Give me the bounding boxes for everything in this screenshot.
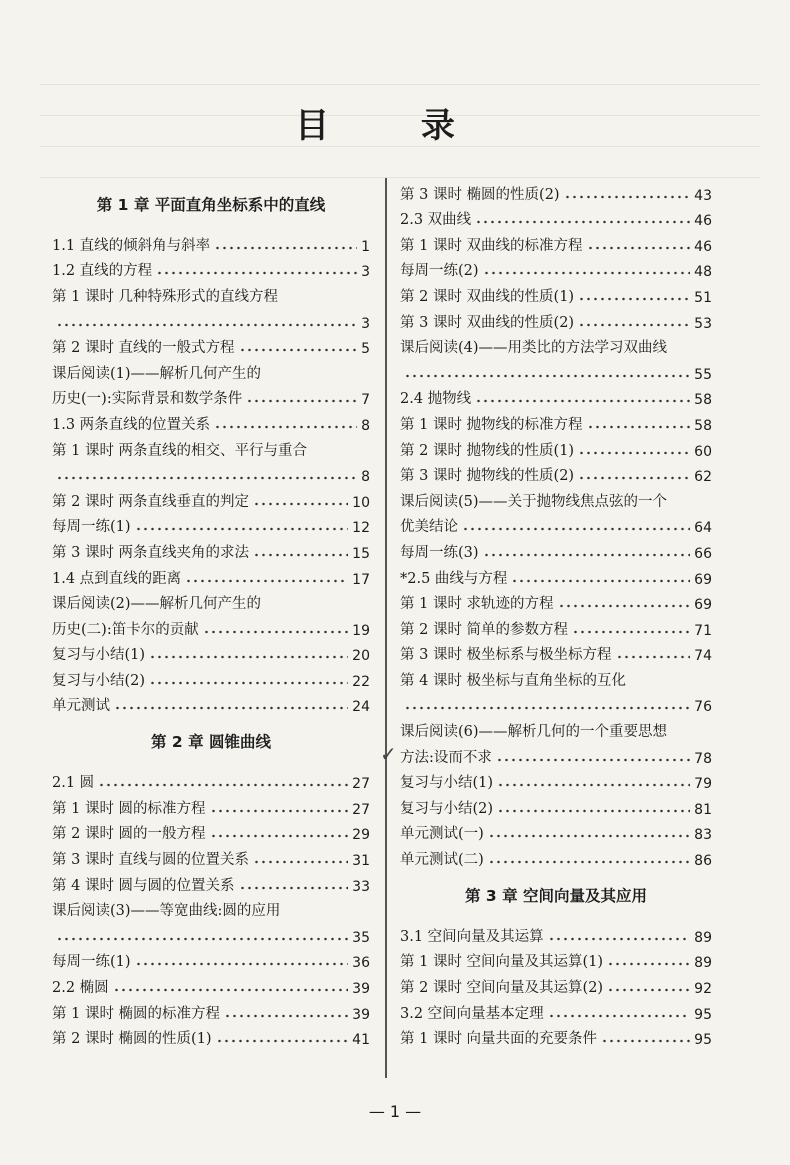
toc-entry-title: 第 2 课时 直线的一般式方程 xyxy=(52,340,235,357)
toc-entry-page: 43 xyxy=(694,187,712,204)
toc-entry-title: 复习与小结(2) xyxy=(52,672,146,689)
toc-entry[interactable] xyxy=(52,997,370,1023)
toc-entry-page: 89 xyxy=(694,955,712,972)
toc-entry-page: 46 xyxy=(694,213,712,230)
toc-entry-page: 71 xyxy=(694,622,712,639)
toc-entry[interactable] xyxy=(52,383,370,409)
toc-entry[interactable] xyxy=(52,511,370,537)
dot-leader xyxy=(497,809,690,813)
toc-entry-title: 第 1 课时 向量共面的充要条件 xyxy=(400,1031,598,1048)
toc-entry[interactable] xyxy=(400,306,712,332)
toc-entry-title: 2.1 圆 xyxy=(52,775,95,792)
dot-leader xyxy=(572,630,690,634)
toc-right-column xyxy=(400,178,712,1048)
toc-entry-title: 历史(一):实际背景和数学条件 xyxy=(52,391,243,408)
toc-entry-page: 22 xyxy=(352,673,370,690)
dot-leader xyxy=(246,399,357,403)
toc-entry-page: 39 xyxy=(352,1006,370,1023)
toc-entry-title: 2.4 抛物线 xyxy=(400,391,472,408)
toc-entry-title: 第 3 课时 直线与圆的位置关系 xyxy=(52,852,250,869)
toc-entry-title: 第 2 课时 两条直线垂直的判定 xyxy=(52,493,250,510)
chapter-heading: 第 2 章 圆锥曲线 xyxy=(151,733,271,752)
toc-entry[interactable] xyxy=(400,639,712,665)
toc-entry-page: 41 xyxy=(352,1032,370,1049)
dot-leader xyxy=(253,553,348,557)
toc-text-line: 课后阅读(5)——关于抛物线焦点弦的一个 xyxy=(400,493,668,510)
toc-text-line: 课后阅读(6)——解析几何的一个重要思想 xyxy=(400,724,668,741)
toc-entry[interactable] xyxy=(400,383,712,409)
dot-leader xyxy=(607,962,690,966)
dot-leader xyxy=(483,553,691,557)
toc-entry-title: 第 2 课时 椭圆的性质(1) xyxy=(52,1031,212,1048)
toc-entry-title: 1.3 两条直线的位置关系 xyxy=(52,416,211,433)
toc-entry-page: 74 xyxy=(694,648,712,665)
toc-entry[interactable] xyxy=(52,460,370,486)
toc-entry-title: 第 2 课时 双曲线的性质(1) xyxy=(400,288,575,305)
page-number: — 1 — xyxy=(368,1102,422,1121)
toc-entry-title: 第 2 课时 抛物线的性质(1) xyxy=(400,442,575,459)
dot-leader xyxy=(511,579,690,583)
chapter-heading: 第 1 章 平面直角坐标系中的直线 xyxy=(96,195,326,214)
dot-leader xyxy=(113,988,349,992)
toc-entry-title: 优美结论 xyxy=(400,519,458,536)
toc-entry-page: 48 xyxy=(694,264,712,281)
dot-leader xyxy=(214,246,357,250)
toc-entry[interactable] xyxy=(400,1023,712,1049)
dot-leader xyxy=(496,758,690,762)
toc-entry[interactable] xyxy=(400,229,712,255)
toc-entry-page: 12 xyxy=(352,520,370,537)
dot-leader xyxy=(149,655,348,659)
toc-entry-page: 8 xyxy=(361,417,370,434)
toc-entry-page: 92 xyxy=(694,981,712,997)
dot-leader xyxy=(587,425,691,429)
toc-entry-page: 36 xyxy=(352,955,370,972)
toc-text-line: 第 1 课时 几种特殊形式的直线方程 xyxy=(52,288,279,305)
dot-leader xyxy=(587,246,691,250)
toc-entry[interactable] xyxy=(52,792,370,818)
dot-leader xyxy=(578,323,690,327)
toc-entry-title: 历史(二):笛卡尔的贡献 xyxy=(52,621,199,638)
toc-entry-page: 78 xyxy=(694,750,712,767)
toc-entry-page: 95 xyxy=(694,1032,712,1049)
toc-entry[interactable] xyxy=(400,971,712,997)
toc-entry-title: 第 3 课时 双曲线的性质(2) xyxy=(400,314,575,331)
toc-entry-title: 第 1 课时 空间向量及其运算(1) xyxy=(400,954,604,971)
toc-entry-page: 24 xyxy=(352,699,370,716)
toc-entry-title: 每周一练(1) xyxy=(52,954,131,971)
dot-leader xyxy=(114,706,348,710)
dot-leader xyxy=(616,655,691,659)
toc-entry-title: 第 1 课时 抛物线的标准方程 xyxy=(400,416,583,433)
toc-entry-title: 第 2 课时 空间向量及其运算(2) xyxy=(400,980,604,996)
toc-entry-page: 7 xyxy=(361,392,370,409)
toc-entry-page: 89 xyxy=(694,929,712,946)
toc-entry[interactable] xyxy=(52,229,370,255)
toc-entry[interactable] xyxy=(400,408,712,434)
toc-entry-page: 10 xyxy=(352,494,370,511)
toc-entry[interactable] xyxy=(400,997,712,1023)
page-title: 目 录 xyxy=(295,106,495,146)
toc-entry-title: 复习与小结(2) xyxy=(400,800,494,817)
toc-entry-page: 69 xyxy=(694,597,712,614)
toc-text-line: 第 1 课时 两条直线的相交、平行与重合 xyxy=(52,442,308,459)
toc-entry[interactable] xyxy=(52,639,370,665)
toc-entry-title: 复习与小结(1) xyxy=(400,775,494,792)
dot-leader xyxy=(548,937,691,941)
toc-entry-page: 62 xyxy=(694,469,712,486)
toc-entry-title: 2.3 双曲线 xyxy=(400,212,472,229)
toc-entry-title: 1.1 直线的倾斜角与斜率 xyxy=(52,237,211,254)
toc-entry[interactable] xyxy=(400,511,712,537)
dot-leader xyxy=(239,348,358,352)
toc-entry-title: 每周一练(2) xyxy=(400,263,479,280)
toc-entry-page: 31 xyxy=(352,853,370,870)
toc-entry[interactable] xyxy=(400,767,712,793)
toc-entry-page: 33 xyxy=(352,878,370,895)
toc-entry-title: 3.1 空间向量及其运算 xyxy=(400,928,544,945)
dot-leader xyxy=(497,783,690,787)
toc-entry[interactable] xyxy=(52,843,370,869)
dot-leader xyxy=(135,527,349,531)
toc-entry-title: 单元测试(二) xyxy=(400,852,484,869)
toc-entry-title: 单元测试 xyxy=(52,698,110,715)
toc-entry-page: 1 xyxy=(361,238,370,255)
toc-text-line: 课后阅读(1)——解析几何产生的 xyxy=(52,365,262,382)
column-divider xyxy=(385,178,387,1078)
toc-entry[interactable] xyxy=(400,920,712,946)
dot-leader xyxy=(483,271,691,275)
toc-entry-page: 3 xyxy=(361,264,370,281)
toc-entry[interactable] xyxy=(52,767,370,793)
toc-entry-title: 第 1 课时 椭圆的标准方程 xyxy=(52,1005,221,1022)
toc-entry[interactable] xyxy=(52,690,370,716)
dot-leader xyxy=(488,834,690,838)
toc-entry[interactable] xyxy=(400,792,712,818)
dot-leader xyxy=(404,374,690,378)
toc-entry-page: 19 xyxy=(352,622,370,639)
toc-entry-title: 1.4 点到直线的距离 xyxy=(52,570,182,587)
dot-leader xyxy=(488,860,690,864)
toc-entry-page: 60 xyxy=(694,443,712,460)
dot-leader xyxy=(98,783,348,787)
toc-entry-page: 76 xyxy=(694,699,712,716)
toc-entry-page: 79 xyxy=(694,776,712,793)
toc-entry-page: 35 xyxy=(352,929,370,946)
dot-leader xyxy=(56,476,357,480)
toc-entry-page: 58 xyxy=(694,417,712,434)
toc-text-line: 第 4 课时 极坐标与直角坐标的互化 xyxy=(400,672,627,689)
toc-entry-page: 86 xyxy=(694,853,712,870)
toc-entry[interactable] xyxy=(400,460,712,486)
dot-leader xyxy=(239,886,349,890)
dot-leader xyxy=(601,1039,690,1043)
toc-entry-page: 95 xyxy=(694,1006,712,1023)
toc-entry[interactable] xyxy=(52,818,370,844)
toc-entry-title: 第 4 课时 圆与圆的位置关系 xyxy=(52,877,235,894)
toc-entry[interactable] xyxy=(400,946,712,972)
toc-entry-title: 每周一练(1) xyxy=(52,519,131,536)
toc-text-line: 课后阅读(3)——等宽曲线:圆的应用 xyxy=(52,903,281,920)
toc-entry-title: 第 3 课时 两条直线夹角的求法 xyxy=(52,544,250,561)
dot-leader xyxy=(56,323,357,327)
toc-entry[interactable] xyxy=(400,741,712,767)
toc-entry[interactable] xyxy=(400,843,712,869)
toc-entry[interactable] xyxy=(52,869,370,895)
toc-entry-title: 每周一练(3) xyxy=(400,544,479,561)
toc-entry[interactable] xyxy=(52,408,370,434)
toc-entry[interactable] xyxy=(400,588,712,614)
toc-entry-page: 83 xyxy=(694,827,712,844)
toc-entry-page: 5 xyxy=(361,341,370,358)
toc-entry-page: 20 xyxy=(352,648,370,665)
toc-entry-page: 17 xyxy=(352,571,370,588)
toc-entry-page: 53 xyxy=(694,315,712,332)
toc-left-column xyxy=(52,178,370,1048)
dot-leader xyxy=(216,1039,349,1043)
toc-entry-title: 第 3 课时 极坐标系与极坐标方程 xyxy=(400,647,612,664)
toc-entry-page: 64 xyxy=(694,520,712,537)
toc-entry[interactable] xyxy=(52,332,370,358)
toc-entry[interactable] xyxy=(400,562,712,588)
dot-leader xyxy=(462,527,690,531)
toc-entry-title: 第 3 课时 椭圆的性质(2) xyxy=(400,186,560,203)
toc-entry[interactable] xyxy=(52,536,370,562)
dot-leader xyxy=(558,604,691,608)
toc-entry[interactable] xyxy=(52,255,370,281)
toc-entry-page: 81 xyxy=(694,801,712,818)
toc-entry-page: 27 xyxy=(352,801,370,818)
dot-leader xyxy=(210,809,349,813)
dot-leader xyxy=(185,579,348,583)
toc-entry-title: *2.5 曲线与方程 xyxy=(400,570,508,587)
toc-entry[interactable] xyxy=(400,178,712,204)
pen-mark: ✓ xyxy=(380,742,397,766)
dot-leader xyxy=(253,502,348,506)
dot-leader xyxy=(156,271,357,275)
dot-leader xyxy=(224,1014,348,1018)
dot-leader xyxy=(135,962,349,966)
toc-entry-title: 第 2 课时 简单的参数方程 xyxy=(400,621,569,638)
toc-entry-page: 15 xyxy=(352,545,370,562)
toc-entry-page: 39 xyxy=(352,981,370,997)
toc-entry[interactable] xyxy=(400,280,712,306)
toc-entry-page: 46 xyxy=(694,238,712,255)
toc-entry[interactable] xyxy=(400,536,712,562)
toc-entry[interactable] xyxy=(400,255,712,281)
toc-entry[interactable] xyxy=(52,971,370,997)
toc-entry-title: 第 2 课时 圆的一般方程 xyxy=(52,826,206,843)
toc-entry[interactable] xyxy=(52,1023,370,1049)
toc-entry-title: 第 1 课时 双曲线的标准方程 xyxy=(400,237,583,254)
dot-leader xyxy=(548,1014,691,1018)
toc-entry[interactable] xyxy=(52,306,370,332)
toc-entry-page: 51 xyxy=(694,289,712,306)
toc-entry-page: 8 xyxy=(361,469,370,486)
toc-entry-title: 第 1 课时 求轨迹的方程 xyxy=(400,596,554,613)
toc-entry[interactable] xyxy=(52,920,370,946)
toc-entry-title: 第 3 课时 抛物线的性质(2) xyxy=(400,468,575,485)
toc-entry[interactable] xyxy=(400,357,712,383)
dot-leader xyxy=(578,297,690,301)
toc-entry-title: 3.2 空间向量基本定理 xyxy=(400,1005,544,1022)
toc-entry-page: 69 xyxy=(694,571,712,588)
toc-entry-page: 27 xyxy=(352,776,370,793)
toc-entry-page: 58 xyxy=(694,392,712,409)
toc-entry-title: 2.2 椭圆 xyxy=(52,980,109,996)
dot-leader xyxy=(253,860,348,864)
toc-entry[interactable] xyxy=(400,818,712,844)
toc-entry-title: 复习与小结(1) xyxy=(52,647,146,664)
dot-leader xyxy=(578,476,690,480)
toc-entry[interactable] xyxy=(400,613,712,639)
dot-leader xyxy=(475,399,690,403)
toc-entry[interactable] xyxy=(400,690,712,716)
toc-entry[interactable] xyxy=(52,485,370,511)
toc-entry-page: 29 xyxy=(352,827,370,844)
toc-entry-title: 1.2 直线的方程 xyxy=(52,263,153,280)
dot-leader xyxy=(149,681,348,685)
toc-entry-page: 55 xyxy=(694,366,712,383)
toc-entry[interactable] xyxy=(52,946,370,972)
dot-leader xyxy=(404,706,690,710)
dot-leader xyxy=(203,630,348,634)
dot-leader xyxy=(214,425,357,429)
toc-entry-title: 单元测试(一) xyxy=(400,826,484,843)
dot-leader xyxy=(56,937,348,941)
toc-entry[interactable] xyxy=(400,204,712,230)
dot-leader xyxy=(475,220,690,224)
dot-leader xyxy=(578,451,690,455)
toc-entry-page: 66 xyxy=(694,545,712,562)
toc-entry-page: 3 xyxy=(361,315,370,332)
dot-leader xyxy=(210,834,349,838)
toc-text-line: 课后阅读(4)——用类比的方法学习双曲线 xyxy=(400,340,668,357)
toc-entry-title: 第 1 课时 圆的标准方程 xyxy=(52,800,206,817)
toc-entry[interactable] xyxy=(52,562,370,588)
toc-entry[interactable] xyxy=(400,434,712,460)
toc-entry[interactable] xyxy=(52,664,370,690)
toc-text-line: 课后阅读(2)——解析几何产生的 xyxy=(52,596,262,613)
toc-entry-title: 方法:设而不求 xyxy=(400,749,492,766)
dot-leader xyxy=(564,195,691,199)
dot-leader xyxy=(607,988,690,992)
chapter-heading: 第 3 章 空间向量及其应用 xyxy=(465,886,647,905)
toc-entry[interactable] xyxy=(52,613,370,639)
